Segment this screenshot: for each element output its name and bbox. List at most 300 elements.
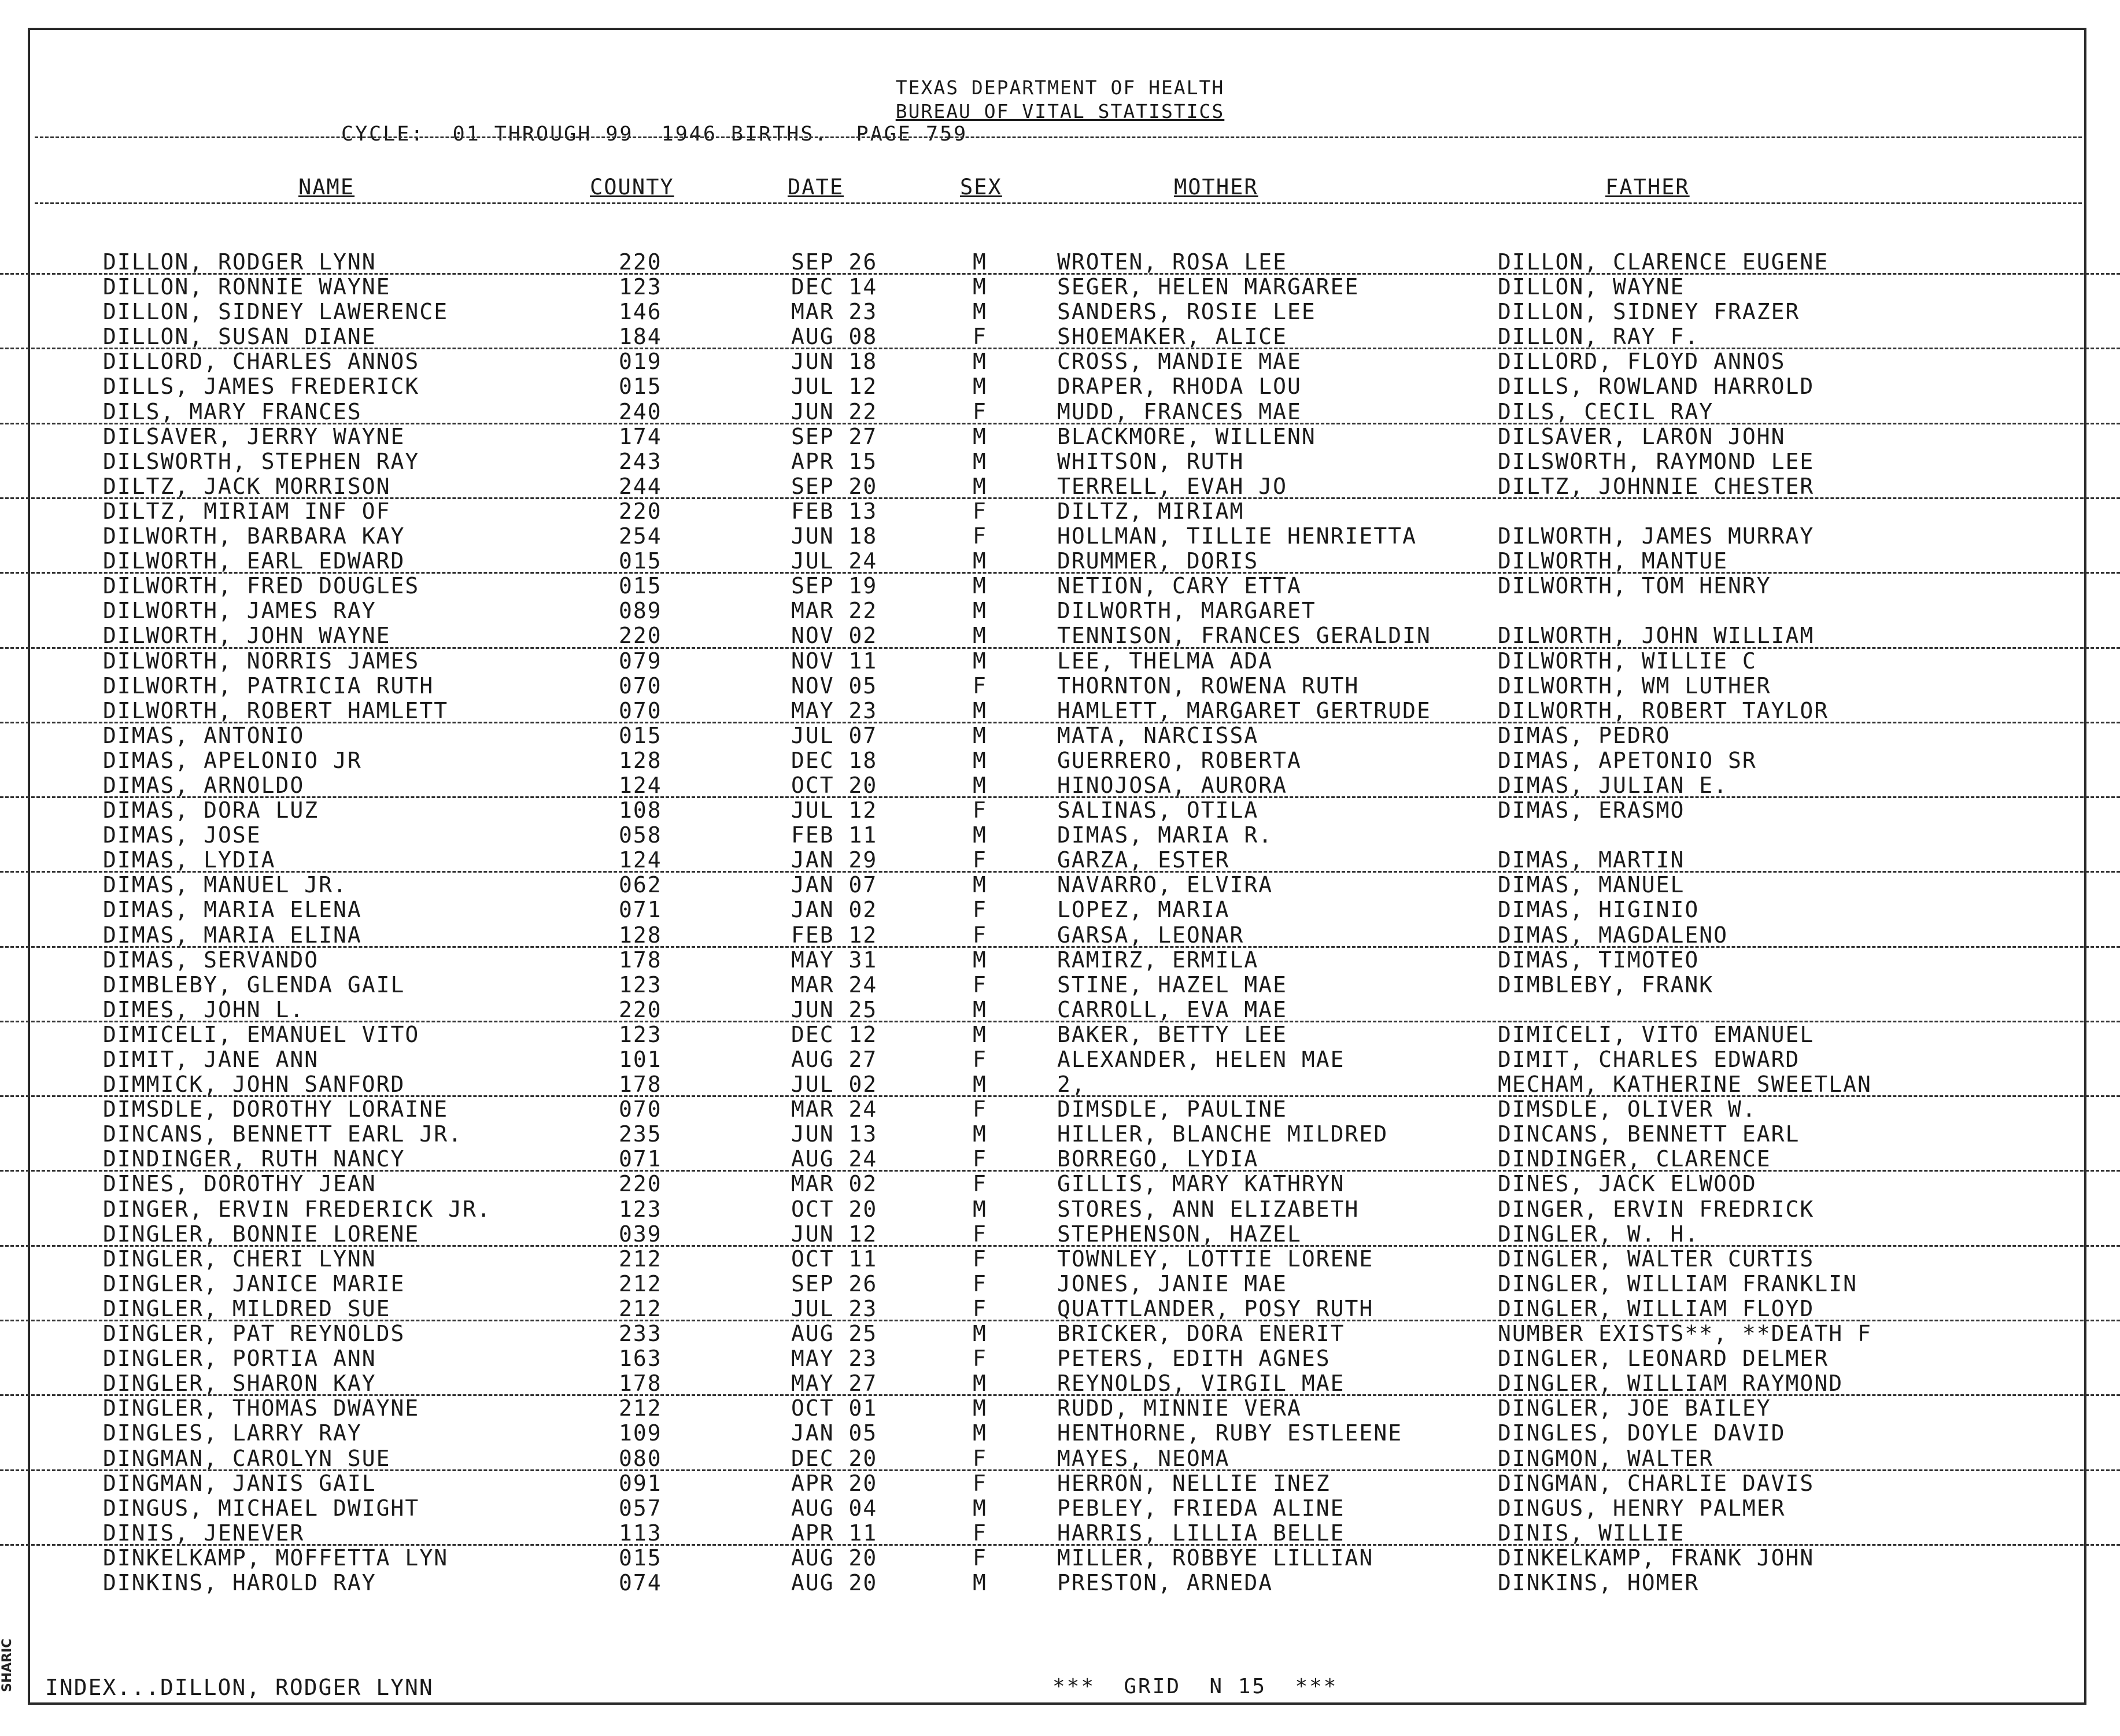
cell-date: AUG 27 bbox=[791, 1047, 878, 1072]
cell-county: 128 bbox=[619, 922, 662, 948]
cell-mother: PEBLEY, FRIEDA ALINE bbox=[1057, 1495, 1345, 1521]
cell-date: MAR 02 bbox=[791, 1171, 878, 1197]
cell-father: DINES, JACK ELWOOD bbox=[1498, 1171, 1757, 1197]
cell-name: DIMAS, MARIA ELENA bbox=[103, 897, 362, 923]
cell-father: DIMAS, MARTIN bbox=[1498, 847, 1685, 873]
cell-county: 212 bbox=[619, 1246, 662, 1272]
cell-name: DILLON, SUSAN DIANE bbox=[103, 324, 376, 350]
cell-county: 212 bbox=[619, 1295, 662, 1321]
cell-date: JUL 23 bbox=[791, 1295, 878, 1321]
table-row bbox=[0, 574, 2120, 599]
table-row bbox=[0, 998, 2120, 1022]
cell-sex: M bbox=[973, 1196, 987, 1222]
cell-date: NOV 05 bbox=[791, 673, 878, 699]
cell-mother: PRESTON, ARNEDA bbox=[1057, 1569, 1273, 1595]
cell-date: JAN 02 bbox=[791, 897, 878, 923]
table-row bbox=[0, 1297, 2120, 1321]
table-row bbox=[0, 798, 2120, 823]
cell-father: DINGUS, HENRY PALMER bbox=[1498, 1495, 1786, 1521]
cell-name: DILTZ, MIRIAM INF OF bbox=[103, 498, 391, 524]
cell-name: DILWORTH, NORRIS JAMES bbox=[103, 648, 420, 674]
cell-county: 124 bbox=[619, 772, 662, 798]
cell-name: DILLON, RONNIE WAYNE bbox=[103, 274, 391, 300]
cell-mother: 2, bbox=[1057, 1072, 1086, 1098]
cell-sex: M bbox=[973, 274, 987, 300]
cell-date: AUG 25 bbox=[791, 1321, 878, 1347]
cell-date: MAR 22 bbox=[791, 598, 878, 624]
cell-sex: M bbox=[973, 947, 987, 973]
cell-date: JUN 18 bbox=[791, 349, 878, 375]
cell-date: AUG 08 bbox=[791, 324, 878, 350]
cell-father: DINDINGER, CLARENCE bbox=[1498, 1146, 1771, 1172]
cell-mother: MILLER, ROBBYE LILLIAN bbox=[1057, 1545, 1374, 1571]
cell-county: 123 bbox=[619, 972, 662, 998]
cell-name: DIMAS, MARIA ELINA bbox=[103, 922, 362, 948]
cell-father: DILLON, CLARENCE EUGENE bbox=[1498, 249, 1829, 275]
column-header-date: DATE bbox=[788, 175, 844, 200]
cell-mother: GARSA, LEONAR bbox=[1057, 922, 1244, 948]
cell-county: 178 bbox=[619, 1371, 662, 1397]
cell-county: 057 bbox=[619, 1495, 662, 1521]
table-row bbox=[0, 324, 2120, 349]
table-row bbox=[0, 1471, 2120, 1496]
cell-mother: TOWNLEY, LOTTIE LORENE bbox=[1057, 1246, 1374, 1272]
cell-mother: DILWORTH, MARGARET bbox=[1057, 598, 1316, 624]
cell-mother: BORREGO, LYDIA bbox=[1057, 1146, 1259, 1172]
cell-sex: F bbox=[973, 1295, 987, 1321]
cell-name: DINGLER, BONNIE LORENE bbox=[103, 1221, 420, 1247]
cell-name: DINDINGER, RUTH NANCY bbox=[103, 1146, 405, 1172]
cell-name: DINGUS, MICHAEL DWIGHT bbox=[103, 1495, 420, 1521]
table-row bbox=[0, 848, 2120, 873]
table-row bbox=[0, 897, 2120, 922]
cell-father: DINGLER, WILLIAM RAYMOND bbox=[1498, 1371, 1844, 1397]
cell-sex: M bbox=[973, 623, 987, 649]
cell-name: DINGLER, JANICE MARIE bbox=[103, 1270, 405, 1297]
cell-sex: M bbox=[973, 374, 987, 400]
cell-father: DINKINS, HOMER bbox=[1498, 1569, 1700, 1595]
table-row bbox=[0, 674, 2120, 699]
cell-father: DIMAS, MAGDALENO bbox=[1498, 922, 1728, 948]
cell-date: AUG 24 bbox=[791, 1146, 878, 1172]
cell-sex: M bbox=[973, 548, 987, 574]
table-row bbox=[0, 723, 2120, 748]
cell-date: JUN 22 bbox=[791, 398, 878, 424]
cell-mother: GARZA, ESTER bbox=[1057, 847, 1230, 873]
cell-mother: PETERS, EDITH AGNES bbox=[1057, 1346, 1331, 1372]
cell-mother: BAKER, BETTY LEE bbox=[1057, 1021, 1288, 1047]
cell-name: DILSWORTH, STEPHEN RAY bbox=[103, 448, 420, 474]
cell-name: DINGMAN, CAROLYN SUE bbox=[103, 1445, 391, 1471]
cell-name: DILWORTH, EARL EDWARD bbox=[103, 548, 405, 574]
table-row bbox=[0, 1521, 2120, 1546]
column-header-father: FATHER bbox=[1605, 175, 1690, 200]
table-row bbox=[0, 1371, 2120, 1396]
table-row bbox=[0, 1197, 2120, 1222]
cell-sex: M bbox=[973, 697, 987, 723]
cell-name: DIMAS, ARNOLDO bbox=[103, 772, 305, 798]
table-row bbox=[0, 1396, 2120, 1421]
cell-sex: M bbox=[973, 1569, 987, 1595]
cell-date: JUN 12 bbox=[791, 1221, 878, 1247]
cell-sex: F bbox=[973, 1146, 987, 1172]
cell-county: 108 bbox=[619, 797, 662, 823]
cell-sex: M bbox=[973, 299, 987, 325]
cell-father: DIMBLEBY, FRANK bbox=[1498, 972, 1714, 998]
cell-sex: F bbox=[973, 498, 987, 524]
records-table bbox=[0, 250, 2120, 1595]
cell-name: DINGLER, PORTIA ANN bbox=[103, 1346, 376, 1372]
cell-date: FEB 11 bbox=[791, 822, 878, 848]
cell-mother: STEPHENSON, HAZEL bbox=[1057, 1221, 1302, 1247]
cell-county: 015 bbox=[619, 1545, 662, 1571]
table-row bbox=[0, 374, 2120, 399]
cell-date: NOV 02 bbox=[791, 623, 878, 649]
cell-mother: SHOEMAKER, ALICE bbox=[1057, 324, 1288, 350]
cell-county: 212 bbox=[619, 1395, 662, 1421]
cell-father: DILSWORTH, RAYMOND LEE bbox=[1498, 448, 1815, 474]
table-row bbox=[0, 449, 2120, 474]
cell-county: 070 bbox=[619, 697, 662, 723]
table-row bbox=[0, 524, 2120, 549]
cell-county: 079 bbox=[619, 648, 662, 674]
cell-mother: HARRIS, LILLIA BELLE bbox=[1057, 1520, 1345, 1546]
table-row bbox=[0, 1172, 2120, 1196]
cell-name: DILS, MARY FRANCES bbox=[103, 398, 362, 424]
cell-county: 124 bbox=[619, 847, 662, 873]
cell-sex: M bbox=[973, 1121, 987, 1147]
cell-name: DIMAS, APELONIO JR bbox=[103, 747, 362, 773]
cell-sex: F bbox=[973, 398, 987, 424]
cell-county: 254 bbox=[619, 523, 662, 549]
cell-sex: M bbox=[973, 423, 987, 449]
cell-county: 123 bbox=[619, 1021, 662, 1047]
cell-sex: F bbox=[973, 972, 987, 998]
cell-father: DINGLER, WILLIAM FLOYD bbox=[1498, 1295, 1815, 1321]
cell-mother: HINOJOSA, AURORA bbox=[1057, 772, 1288, 798]
cell-mother: MAYES, NEOMA bbox=[1057, 1445, 1230, 1471]
cycle-line: CYCLE: 01 THROUGH 99 1946 BIRTHS. PAGE 759 bbox=[341, 123, 968, 146]
cell-county: 091 bbox=[619, 1470, 662, 1496]
cell-name: DINIS, JENEVER bbox=[103, 1520, 305, 1546]
column-header-mother: MOTHER bbox=[1174, 175, 1258, 200]
cell-mother: TERRELL, EVAH JO bbox=[1057, 473, 1288, 499]
cell-date: SEP 26 bbox=[791, 1270, 878, 1297]
table-row bbox=[0, 400, 2120, 424]
cell-name: DINKINS, HAROLD RAY bbox=[103, 1569, 376, 1595]
cell-date: SEP 19 bbox=[791, 573, 878, 599]
cell-mother: ALEXANDER, HELEN MAE bbox=[1057, 1047, 1345, 1072]
cell-date: AUG 20 bbox=[791, 1545, 878, 1571]
cell-date: MAY 31 bbox=[791, 947, 878, 973]
cell-county: 212 bbox=[619, 1270, 662, 1297]
table-row bbox=[0, 1421, 2120, 1446]
cell-father: DILLON, SIDNEY FRAZER bbox=[1498, 299, 1800, 325]
cell-date: MAR 24 bbox=[791, 972, 878, 998]
table-row bbox=[0, 424, 2120, 449]
cell-mother: SALINAS, OTILA bbox=[1057, 797, 1259, 823]
cell-mother: WROTEN, ROSA LEE bbox=[1057, 249, 1288, 275]
cell-name: DINES, DOROTHY JEAN bbox=[103, 1171, 376, 1197]
cell-sex: F bbox=[973, 1445, 987, 1471]
cell-mother: DIMSDLE, PAULINE bbox=[1057, 1096, 1288, 1122]
table-row bbox=[0, 1022, 2120, 1047]
cell-sex: F bbox=[973, 1246, 987, 1272]
cell-date: DEC 18 bbox=[791, 747, 878, 773]
cell-county: 062 bbox=[619, 872, 662, 898]
cell-mother: STORES, ANN ELIZABETH bbox=[1057, 1196, 1360, 1222]
cell-father: DILWORTH, JAMES MURRAY bbox=[1498, 523, 1815, 549]
cell-county: 070 bbox=[619, 1096, 662, 1122]
cell-father: DILWORTH, WILLIE C bbox=[1498, 648, 1757, 674]
cell-mother: DIMAS, MARIA R. bbox=[1057, 822, 1273, 848]
cell-name: DILLS, JAMES FREDERICK bbox=[103, 374, 420, 400]
cell-mother: RUDD, MINNIE VERA bbox=[1057, 1395, 1302, 1421]
column-header-divider bbox=[35, 202, 2082, 204]
cell-name: DIMES, JOHN L. bbox=[103, 996, 305, 1022]
cell-father: DIMAS, JULIAN E. bbox=[1498, 772, 1728, 798]
table-row bbox=[0, 1496, 2120, 1521]
cell-father: DILTZ, JOHNNIE CHESTER bbox=[1498, 473, 1815, 499]
column-header-county: COUNTY bbox=[590, 175, 674, 200]
table-row bbox=[0, 1122, 2120, 1147]
cell-date: JUN 18 bbox=[791, 523, 878, 549]
table-row bbox=[0, 748, 2120, 773]
cell-father: DILLORD, FLOYD ANNOS bbox=[1498, 349, 1786, 375]
table-row bbox=[0, 474, 2120, 499]
index-footer: INDEX...DILLON, RODGER LYNN bbox=[45, 1675, 434, 1700]
cell-name: DILWORTH, ROBERT HAMLETT bbox=[103, 697, 449, 723]
cell-county: 220 bbox=[619, 623, 662, 649]
cell-father: DILWORTH, TOM HENRY bbox=[1498, 573, 1771, 599]
header-divider bbox=[35, 136, 2082, 138]
cell-sex: M bbox=[973, 1420, 987, 1446]
cell-county: 019 bbox=[619, 349, 662, 375]
cell-date: OCT 01 bbox=[791, 1395, 878, 1421]
cell-mother: DRAPER, RHODA LOU bbox=[1057, 374, 1302, 400]
cell-name: DILLON, SIDNEY LAWERENCE bbox=[103, 299, 449, 325]
cell-sex: M bbox=[973, 1495, 987, 1521]
cell-sex: F bbox=[973, 1346, 987, 1372]
cell-county: 113 bbox=[619, 1520, 662, 1546]
cell-mother: THORNTON, ROWENA RUTH bbox=[1057, 673, 1360, 699]
cell-name: DIMAS, DORA LUZ bbox=[103, 797, 319, 823]
cell-county: 071 bbox=[619, 1146, 662, 1172]
table-row bbox=[0, 1097, 2120, 1122]
cell-date: SEP 26 bbox=[791, 249, 878, 275]
cell-father: DINKELKAMP, FRANK JOHN bbox=[1498, 1545, 1815, 1571]
cell-county: 015 bbox=[619, 722, 662, 748]
cell-sex: M bbox=[973, 872, 987, 898]
table-row bbox=[0, 1446, 2120, 1471]
cell-sex: F bbox=[973, 324, 987, 350]
cell-father: DINGLER, WILLIAM FRANKLIN bbox=[1498, 1270, 1857, 1297]
cell-mother: BLACKMORE, WILLENN bbox=[1057, 423, 1316, 449]
cell-date: JAN 05 bbox=[791, 1420, 878, 1446]
cell-sex: M bbox=[973, 1395, 987, 1421]
cell-county: 015 bbox=[619, 548, 662, 574]
cell-mother: DRUMMER, DORIS bbox=[1057, 548, 1259, 574]
table-row bbox=[0, 973, 2120, 998]
cell-father: DINGLER, JOE BAILEY bbox=[1498, 1395, 1771, 1421]
cell-name: DILWORTH, BARBARA KAY bbox=[103, 523, 405, 549]
table-row bbox=[0, 823, 2120, 848]
cell-mother: HAMLETT, MARGARET GERTRUDE bbox=[1057, 697, 1431, 723]
cell-county: 178 bbox=[619, 947, 662, 973]
cell-name: DINGER, ERVIN FREDERICK JR. bbox=[103, 1196, 492, 1222]
cell-father: DILS, CECIL RAY bbox=[1498, 398, 1714, 424]
cell-sex: M bbox=[973, 448, 987, 474]
table-row bbox=[0, 1346, 2120, 1371]
cell-date: APR 20 bbox=[791, 1470, 878, 1496]
cell-father: DIMIT, CHARLES EDWARD bbox=[1498, 1047, 1800, 1072]
cell-county: 146 bbox=[619, 299, 662, 325]
cell-mother: JONES, JANIE MAE bbox=[1057, 1270, 1288, 1297]
cell-county: 071 bbox=[619, 897, 662, 923]
cell-father: DIMICELI, VITO EMANUEL bbox=[1498, 1021, 1815, 1047]
cell-mother: NETION, CARY ETTA bbox=[1057, 573, 1302, 599]
cell-sex: M bbox=[973, 349, 987, 375]
cell-date: APR 15 bbox=[791, 448, 878, 474]
cell-name: DIMAS, SERVANDO bbox=[103, 947, 319, 973]
cell-father: DINGMAN, CHARLIE DAVIS bbox=[1498, 1470, 1815, 1496]
cell-father: DILLON, WAYNE bbox=[1498, 274, 1685, 300]
table-row bbox=[0, 873, 2120, 897]
cell-mother: RAMIRZ, ERMILA bbox=[1057, 947, 1259, 973]
cell-date: NOV 11 bbox=[791, 648, 878, 674]
cell-name: DINGMAN, JANIS GAIL bbox=[103, 1470, 376, 1496]
cell-date: SEP 27 bbox=[791, 423, 878, 449]
table-row bbox=[0, 1047, 2120, 1072]
cell-date: JUL 02 bbox=[791, 1072, 878, 1098]
cell-name: DIMAS, ANTONIO bbox=[103, 722, 305, 748]
cell-name: DIMAS, LYDIA bbox=[103, 847, 276, 873]
cell-name: DINGLER, THOMAS DWAYNE bbox=[103, 1395, 420, 1421]
cell-father: MECHAM, KATHERINE SWEETLAN bbox=[1498, 1072, 1872, 1098]
table-row bbox=[0, 1272, 2120, 1297]
cell-sex: M bbox=[973, 996, 987, 1022]
cell-name: DIMMICK, JOHN SANFORD bbox=[103, 1072, 405, 1098]
cell-county: 233 bbox=[619, 1321, 662, 1347]
cell-date: DEC 20 bbox=[791, 1445, 878, 1471]
cell-county: 123 bbox=[619, 1196, 662, 1222]
cell-mother: NAVARRO, ELVIRA bbox=[1057, 872, 1273, 898]
cell-mother: BRICKER, DORA ENERIT bbox=[1057, 1321, 1345, 1347]
cell-mother: SANDERS, ROSIE LEE bbox=[1057, 299, 1316, 325]
cell-name: DIMSDLE, DOROTHY LORAINE bbox=[103, 1096, 449, 1122]
cell-mother: STINE, HAZEL MAE bbox=[1057, 972, 1288, 998]
cell-county: 128 bbox=[619, 747, 662, 773]
cell-date: OCT 11 bbox=[791, 1246, 878, 1272]
cell-father: DILLON, RAY F. bbox=[1498, 324, 1700, 350]
cell-date: JAN 07 bbox=[791, 872, 878, 898]
cell-name: DIMAS, JOSE bbox=[103, 822, 261, 848]
cell-name: DILSAVER, JERRY WAYNE bbox=[103, 423, 405, 449]
table-row bbox=[0, 300, 2120, 324]
table-row bbox=[0, 699, 2120, 723]
cell-name: DILWORTH, PATRICIA RUTH bbox=[103, 673, 434, 699]
cell-sex: F bbox=[973, 523, 987, 549]
cell-county: 244 bbox=[619, 473, 662, 499]
cell-county: 015 bbox=[619, 374, 662, 400]
cell-father: DILLS, ROWLAND HARROLD bbox=[1498, 374, 1815, 400]
cell-mother: HERRON, NELLIE INEZ bbox=[1057, 1470, 1331, 1496]
cell-county: 101 bbox=[619, 1047, 662, 1072]
cell-date: JUL 07 bbox=[791, 722, 878, 748]
cell-mother: GILLIS, MARY KATHRYN bbox=[1057, 1171, 1345, 1197]
cell-father: DILWORTH, MANTUE bbox=[1498, 548, 1728, 574]
cell-date: DEC 14 bbox=[791, 274, 878, 300]
cell-sex: F bbox=[973, 1047, 987, 1072]
cell-county: 243 bbox=[619, 448, 662, 474]
cell-sex: F bbox=[973, 922, 987, 948]
cell-mother: GUERRERO, ROBERTA bbox=[1057, 747, 1302, 773]
table-row bbox=[0, 250, 2120, 275]
cell-county: 080 bbox=[619, 1445, 662, 1471]
cell-mother: LEE, THELMA ADA bbox=[1057, 648, 1273, 674]
cell-date: JUN 25 bbox=[791, 996, 878, 1022]
cell-sex: F bbox=[973, 1545, 987, 1571]
cell-date: SEP 20 bbox=[791, 473, 878, 499]
cell-name: DINKELKAMP, MOFFETTA LYN bbox=[103, 1545, 449, 1571]
cell-father: DINGLER, LEONARD DELMER bbox=[1498, 1346, 1829, 1372]
table-row bbox=[0, 948, 2120, 973]
cell-date: MAY 23 bbox=[791, 1346, 878, 1372]
cell-name: DINGLER, MILDRED SUE bbox=[103, 1295, 391, 1321]
cell-date: JUL 24 bbox=[791, 548, 878, 574]
cell-mother: HILLER, BLANCHE MILDRED bbox=[1057, 1121, 1388, 1147]
cell-date: AUG 20 bbox=[791, 1569, 878, 1595]
table-row bbox=[0, 499, 2120, 524]
cell-mother: MATA, NARCISSA bbox=[1057, 722, 1259, 748]
cell-county: 174 bbox=[619, 423, 662, 449]
cell-father: DILWORTH, WM LUTHER bbox=[1498, 673, 1771, 699]
side-stamp: SHARIC bbox=[0, 1638, 14, 1693]
cell-name: DINGLES, LARRY RAY bbox=[103, 1420, 362, 1446]
cell-name: DINGLER, PAT REYNOLDS bbox=[103, 1321, 405, 1347]
cell-sex: F bbox=[973, 1270, 987, 1297]
cell-county: 123 bbox=[619, 274, 662, 300]
cell-date: JUL 12 bbox=[791, 374, 878, 400]
cell-mother: CARROLL, EVA MAE bbox=[1057, 996, 1288, 1022]
table-row bbox=[0, 1222, 2120, 1247]
cell-father: DIMAS, TIMOTEO bbox=[1498, 947, 1700, 973]
cell-name: DINGLER, SHARON KAY bbox=[103, 1371, 376, 1397]
cell-sex: M bbox=[973, 822, 987, 848]
cell-father: DILSAVER, LARON JOHN bbox=[1498, 423, 1786, 449]
cell-father: DINGLES, DOYLE DAVID bbox=[1498, 1420, 1786, 1446]
cell-sex: M bbox=[973, 573, 987, 599]
cell-father: DILWORTH, ROBERT TAYLOR bbox=[1498, 697, 1829, 723]
cell-mother: HENTHORNE, RUBY ESTLEENE bbox=[1057, 1420, 1403, 1446]
cell-father: DILWORTH, JOHN WILLIAM bbox=[1498, 623, 1815, 649]
cell-mother: MUDD, FRANCES MAE bbox=[1057, 398, 1302, 424]
cell-father: DIMAS, MANUEL bbox=[1498, 872, 1685, 898]
cell-father: NUMBER EXISTS**, **DEATH F bbox=[1498, 1321, 1872, 1347]
cell-name: DILWORTH, JAMES RAY bbox=[103, 598, 376, 624]
cell-name: DILWORTH, JOHN WAYNE bbox=[103, 623, 391, 649]
cell-sex: M bbox=[973, 473, 987, 499]
cell-sex: M bbox=[973, 772, 987, 798]
cell-father: DINGMON, WALTER bbox=[1498, 1445, 1714, 1471]
cell-date: APR 11 bbox=[791, 1520, 878, 1546]
cell-mother: HOLLMAN, TILLIE HENRIETTA bbox=[1057, 523, 1417, 549]
bureau-title: BUREAU OF VITAL STATISTICS bbox=[895, 100, 1225, 123]
cell-father: DIMAS, APETONIO SR bbox=[1498, 747, 1757, 773]
cell-sex: F bbox=[973, 1470, 987, 1496]
cell-county: 039 bbox=[619, 1221, 662, 1247]
cell-sex: M bbox=[973, 1321, 987, 1347]
